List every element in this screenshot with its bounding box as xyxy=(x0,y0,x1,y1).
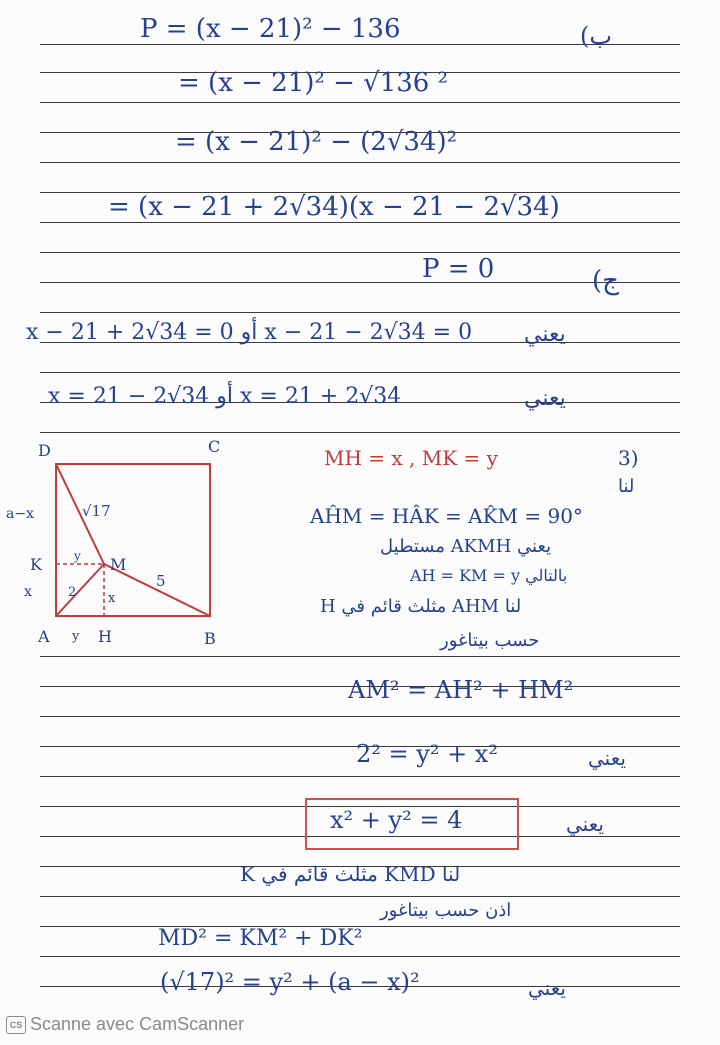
equation-line-2: = (x − 21)² − √136 ² xyxy=(178,68,449,98)
label-m: M xyxy=(110,555,127,574)
givens-mh-mk: MH = x , MK = y xyxy=(324,446,498,470)
arabic-yaani-3: يعني xyxy=(588,746,626,770)
label-d: D xyxy=(38,441,51,460)
equation-line-6: x − 21 + 2√34 = 0 أو x − 21 − 2√34 = 0 xyxy=(26,320,473,345)
camscanner-watermark xyxy=(6,1014,244,1035)
equation-md-squared: MD² = KM² + DK² xyxy=(158,926,363,951)
arabic-yaani-4: يعني xyxy=(566,812,604,836)
part-3-tag: 3) xyxy=(618,446,639,470)
label-side-ak: x xyxy=(24,584,32,600)
arabic-yaani-1: يعني xyxy=(524,322,566,347)
equation-line-7: x = 21 − 2√34 أو x = 21 + 2√34 xyxy=(48,384,402,409)
rectangle-abcd xyxy=(56,464,210,616)
rectangle-figure xyxy=(0,430,300,660)
label-seg-mh: x xyxy=(108,591,116,606)
arabic-rectangle-statement: يعني AKMH مستطيل xyxy=(380,536,552,557)
label-side-dk: a−x xyxy=(6,506,34,522)
arabic-triangle-ahm: لنا AHM مثلث قائم في H xyxy=(320,596,522,617)
watermark-text: Scanne avec CamScanner xyxy=(30,1014,245,1034)
label-seg-km: y xyxy=(74,549,81,563)
label-k: K xyxy=(30,555,42,574)
equation-line-4: = (x − 21 + 2√34)(x − 21 − 2√34) xyxy=(108,192,560,222)
part-b-tag: ب) xyxy=(580,22,612,50)
camscanner-logo-icon: CS xyxy=(6,1016,26,1034)
arabic-lana-1: لنا xyxy=(618,476,635,497)
arabic-therefore-ah-km: بالتالي AH = KM = y xyxy=(410,566,568,585)
equation-line-3: = (x − 21)² − (2√34)² xyxy=(175,127,458,157)
arabic-triangle-kmd: لنا KMD مثلث قائم في K xyxy=(240,862,461,886)
arabic-pythagoras-1: حسب بيتاغور xyxy=(440,630,540,651)
equation-am-squared: AM² = AH² + HM² xyxy=(348,676,574,704)
label-a: A xyxy=(38,627,50,646)
equation-p-zero: P = 0 xyxy=(422,254,495,284)
label-seg-ah: y xyxy=(72,629,80,644)
label-c: C xyxy=(208,437,221,456)
equation-two-squared: 2² = y² + x² xyxy=(356,740,498,768)
right-angles-equation: AĤM = HÂK = AK̂M = 90° xyxy=(310,504,583,528)
equation-x2-y2: x² + y² = 4 xyxy=(330,806,463,834)
label-seg-am: 2 xyxy=(68,585,77,600)
part-c-tag: ج) xyxy=(592,266,619,296)
label-h: H xyxy=(98,627,112,646)
equation-line-1: P = (x − 21)² − 136 xyxy=(140,14,401,44)
label-seg-md: √17 xyxy=(82,502,111,520)
label-b: B xyxy=(204,629,216,648)
arabic-yaani-5: يعني xyxy=(528,976,566,1000)
label-seg-mb: 5 xyxy=(156,572,166,590)
arabic-yaani-2: يعني xyxy=(524,386,566,411)
equation-root17: (√17)² = y² + (a − x)² xyxy=(160,968,420,996)
segment-am xyxy=(56,564,104,616)
arabic-pythagoras-2: اذن حسب بيتاغور xyxy=(380,900,512,921)
